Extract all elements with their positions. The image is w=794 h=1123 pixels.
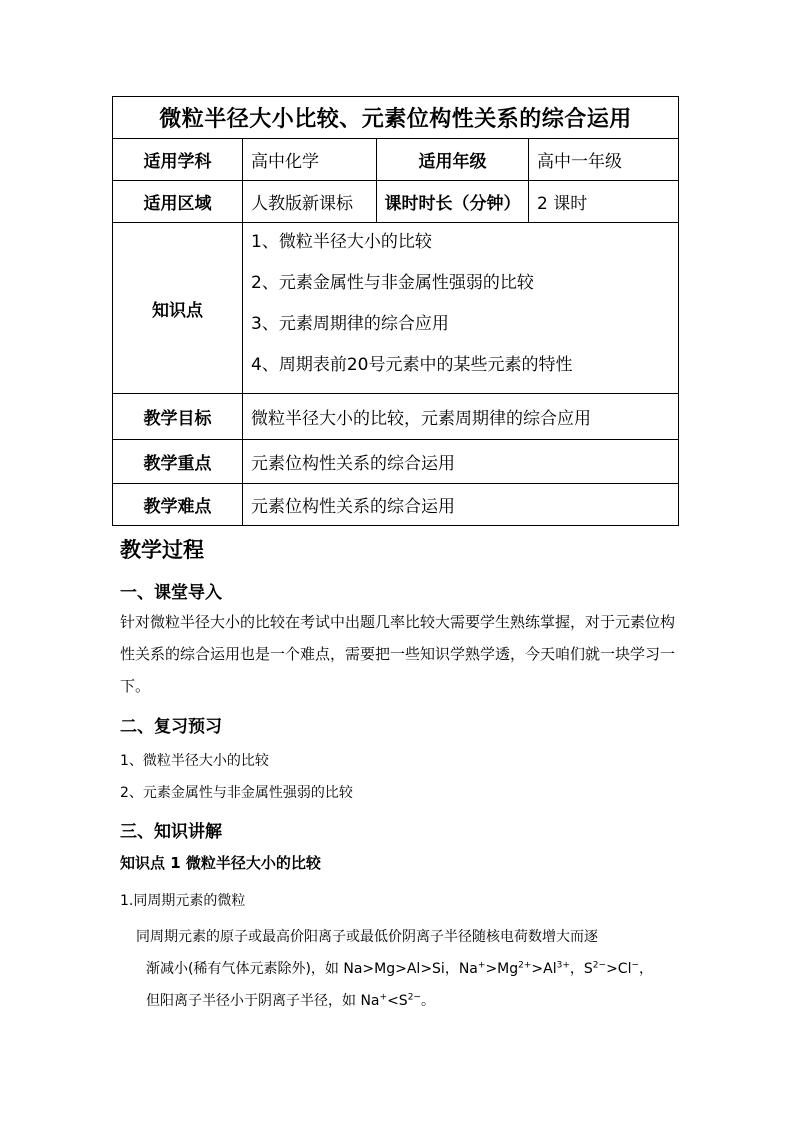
subject-value: 高中化学 xyxy=(243,139,377,181)
charge-superscript: 3+ xyxy=(556,960,570,971)
kp1-heading: 知识点 1 微粒半径大小的比较 xyxy=(120,854,321,872)
region-value: 人教版新课标 xyxy=(243,181,377,223)
review-heading: 二、复习预习 xyxy=(120,717,222,737)
intro-text: 针对微粒半径大小的比较在考试中出题几率比较大需要学生熟练掌握，对于元素位构性关系的综合运用也是一个难点，需要把一些知识学熟学透，今天咱们就一块学习一下。 xyxy=(120,613,676,695)
body-line-3 xyxy=(120,990,706,1010)
review-item: 1、微粒半径大小的比较 xyxy=(120,753,269,769)
duration-value: 2 课时 xyxy=(529,181,679,223)
grade-value: 高中一年级 xyxy=(529,139,679,181)
text-fragment: >Mg xyxy=(485,961,519,977)
charge-superscript: 2− xyxy=(407,992,421,1003)
grade-label: 适用年级 xyxy=(377,139,529,181)
text-fragment: ， xyxy=(639,961,654,977)
text-fragment: 。 xyxy=(420,993,435,1009)
knowledge-point-item: 4、周期表前20号元素中的某些元素的特性 xyxy=(251,355,573,375)
process-heading: 教学过程 xyxy=(120,538,204,562)
knowledge-point-item: 1、微粒半径大小的比较 xyxy=(251,232,432,252)
lesson-info-table xyxy=(112,96,679,526)
text-fragment: >Cl xyxy=(606,961,632,977)
body-line-1: 同周期元素的原子或最高价阳离子或最低价阴离子半径随核电荷数增大而逐 xyxy=(136,929,598,945)
region-label: 适用区域 xyxy=(113,181,243,223)
text-fragment: 但阳离子半径小于阴离子半径，如 Na xyxy=(146,993,380,1009)
focus-label: 教学重点 xyxy=(113,440,243,484)
knowledge-points-list xyxy=(243,223,678,393)
text-fragment: 渐减小(稀有气体元素除外)，如 Na>Mg>Al>Si，Na xyxy=(146,961,478,977)
charge-superscript: + xyxy=(379,992,388,1003)
table-title: 微粒半径大小比较、元素位构性关系的综合运用 xyxy=(113,97,679,139)
text-fragment: ，S xyxy=(569,961,593,977)
difficulty-value: 元素位构性关系的综合运用 xyxy=(243,484,679,526)
knowledge-points-cell xyxy=(243,223,679,394)
review-item: 2、元素金属性与非金属性强弱的比较 xyxy=(120,785,353,801)
body-line-2 xyxy=(120,958,706,978)
text-fragment: <S xyxy=(387,993,408,1009)
sub-heading-same-period: 1.同周期元素的微粒 xyxy=(120,893,246,909)
charge-superscript: 2+ xyxy=(518,960,532,971)
text-fragment: >Al xyxy=(531,961,557,977)
charge-superscript: + xyxy=(477,960,486,971)
knowledge-label: 知识点 xyxy=(113,223,243,394)
goal-label: 教学目标 xyxy=(113,394,243,440)
explain-heading: 三、知识讲解 xyxy=(120,822,222,842)
goal-value: 微粒半径大小的比较，元素周期律的综合应用 xyxy=(243,394,679,440)
subject-label: 适用学科 xyxy=(113,139,243,181)
duration-label: 课时时长（分钟） xyxy=(377,181,529,223)
knowledge-point-item: 2、元素金属性与非金属性强弱的比较 xyxy=(251,273,534,293)
intro-heading: 一、课堂导入 xyxy=(120,583,222,603)
knowledge-point-item: 3、元素周期律的综合应用 xyxy=(251,314,449,334)
charge-superscript: 2− xyxy=(592,960,607,971)
difficulty-label: 教学难点 xyxy=(113,484,243,526)
focus-value: 元素位构性关系的综合运用 xyxy=(243,440,679,484)
charge-superscript: − xyxy=(631,960,640,971)
